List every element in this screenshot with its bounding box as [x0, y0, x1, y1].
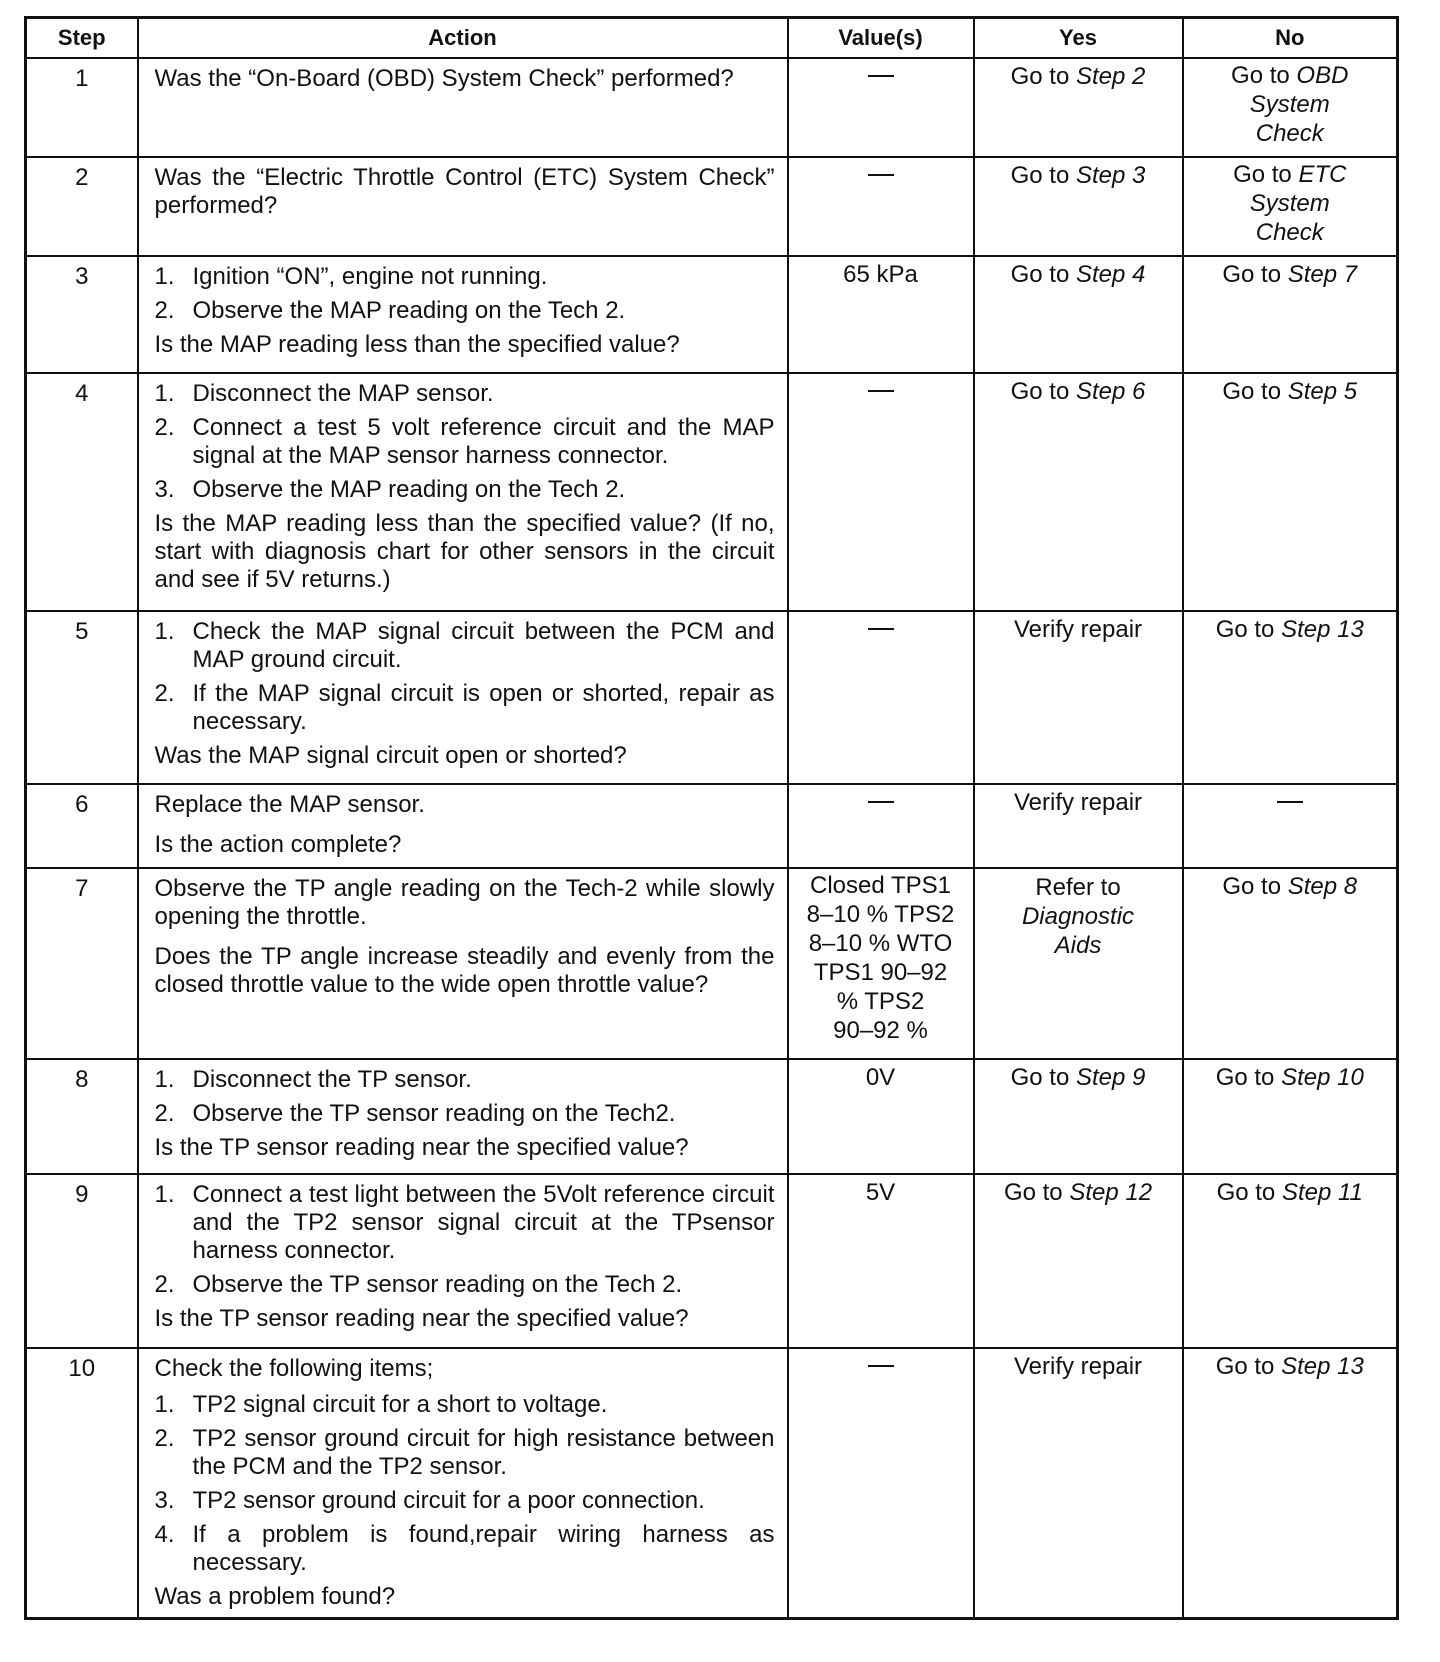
dash-mark [868, 75, 894, 77]
step-number: 1 [26, 58, 138, 157]
action-question: Does the TP angle increase steadily and evenly from the closed throttle value to the wide open throttle value? [154, 943, 775, 998]
step-number: 10 [26, 1348, 138, 1619]
action-item: 1. Connect a test light between the 5Volt reference circuit and the TP2 sensor signal circuit at the TPsensor harness connector. [154, 1181, 775, 1264]
no-cell: Go to Step 13 [1183, 611, 1398, 784]
action-intro: Observe the TP angle reading on the Tech-2 while slowly opening the throttle. [154, 875, 775, 930]
step-number: 5 [26, 611, 138, 784]
table-row-step-3 [26, 256, 1398, 373]
action-item: 2. Observe the MAP reading on the Tech 2. [154, 297, 626, 324]
yes-cell: Go to Step 3 [974, 157, 1183, 256]
action-item: 1. Check the MAP signal circuit between the PCM and MAP ground circuit. [154, 618, 775, 673]
header-row [26, 18, 1398, 59]
yes-step-link: Step 4 [1075, 261, 1146, 288]
action-question: Is the TP sensor reading near the specified value? [154, 1305, 689, 1332]
action-cell [138, 784, 788, 868]
action-item: 2. Observe the TP sensor reading on the Tech 2. [154, 1271, 683, 1298]
step-number: 2 [26, 157, 138, 256]
header-no: No [1183, 18, 1398, 59]
yes-step-link: Step 9 [1075, 1064, 1146, 1091]
dash-mark [868, 801, 894, 803]
table-row-step-6 [26, 784, 1398, 868]
action-question: Was the “Electric Throttle Control (ETC) System Check” performed? [154, 164, 775, 219]
action-item: 1. Disconnect the MAP sensor. [154, 380, 494, 407]
no-cell: Go to Step 10 [1183, 1059, 1398, 1174]
table-row-step-10 [26, 1348, 1398, 1619]
yes-cell: Verify repair [974, 1348, 1183, 1619]
action-question: Is the action complete? [154, 831, 402, 858]
table-row-step-9 [26, 1174, 1398, 1348]
no-cell: Go to OBD System Check [1183, 58, 1398, 157]
yes-cell: Refer to Diagnostic Aids [974, 868, 1183, 1059]
table-row-step-8 [26, 1059, 1398, 1174]
no-step-link: Step 7 [1287, 261, 1358, 288]
header-values: Value(s) [788, 18, 974, 59]
action-question: Was a problem found? [154, 1583, 396, 1610]
action-cell [138, 157, 788, 256]
value-cell [788, 373, 974, 611]
value-cell [788, 784, 974, 868]
action-question: Was the MAP signal circuit open or shorted? [154, 742, 627, 769]
table-row-step-2 [26, 157, 1398, 256]
yes-cell: Verify repair [974, 784, 1183, 868]
step-number: 7 [26, 868, 138, 1059]
value-cell [788, 1348, 974, 1619]
dash-mark [868, 174, 894, 176]
action-item: 1. Ignition “ON”, engine not running. [154, 263, 548, 290]
yes-step-link: Step 2 [1075, 63, 1146, 90]
diagnostic-table [24, 16, 1399, 1620]
value-cell [788, 58, 974, 157]
no-cell: Go to Step 11 [1183, 1174, 1398, 1348]
action-item: 4. If a problem is found,repair wiring harness as necessary. [154, 1521, 775, 1576]
step-number: 9 [26, 1174, 138, 1348]
value-cell [788, 611, 974, 784]
action-intro: Check the following items; [154, 1355, 434, 1382]
yes-step-link: Step 3 [1075, 162, 1146, 189]
no-step-link: Step 11 [1281, 1179, 1363, 1206]
action-item: 2. TP2 sensor ground circuit for high resistance between the PCM and the TP2 sensor. [154, 1425, 775, 1480]
yes-cell: Go to Step 9 [974, 1059, 1183, 1174]
action-item: 3. Observe the MAP reading on the Tech 2. [154, 476, 626, 503]
value-cell [788, 157, 974, 256]
dash-mark [868, 390, 894, 392]
no-step-link: Step 13 [1281, 1353, 1364, 1380]
table-row-step-4 [26, 373, 1398, 611]
yes-step-link: Step 6 [1075, 378, 1146, 405]
action-item: 2. Connect a test 5 volt reference circuit and the MAP signal at the MAP sensor harness connector. [154, 414, 775, 469]
yes-cell: Go to Step 4 [974, 256, 1183, 373]
action-cell [138, 1348, 788, 1619]
dash-mark [1277, 801, 1303, 803]
action-cell [138, 373, 788, 611]
action-item: 1. Disconnect the TP sensor. [154, 1066, 472, 1093]
no-step-link: Step 5 [1287, 378, 1358, 405]
no-step-link: Step 8 [1287, 873, 1358, 900]
step-number: 4 [26, 373, 138, 611]
dash-mark [868, 1365, 894, 1367]
value-cell: Closed TPS1 8–10 % TPS2 8–10 % WTO TPS1 90–92 % TPS2 90–92 % [788, 868, 974, 1059]
action-cell [138, 611, 788, 784]
value-cell: 5V [788, 1174, 974, 1348]
table-row-step-7 [26, 868, 1398, 1059]
header-action: Action [138, 18, 788, 59]
action-item: 2. If the MAP signal circuit is open or shorted, repair as necessary. [154, 680, 775, 735]
dash-mark [868, 628, 894, 630]
table-row-step-1 [26, 58, 1398, 157]
value-cell: 65 kPa [788, 256, 974, 373]
header-yes: Yes [974, 18, 1183, 59]
step-number: 8 [26, 1059, 138, 1174]
no-cell: Go to Step 5 [1183, 373, 1398, 611]
yes-cell: Go to Step 12 [974, 1174, 1183, 1348]
yes-cell: Go to Step 2 [974, 58, 1183, 157]
no-cell [1183, 784, 1398, 868]
action-question: Is the MAP reading less than the specified value? [154, 331, 680, 358]
yes-cell: Verify repair [974, 611, 1183, 784]
no-cell: Go to Step 13 [1183, 1348, 1398, 1619]
action-cell [138, 1059, 788, 1174]
action-cell [138, 1174, 788, 1348]
no-cell: Go to Step 7 [1183, 256, 1398, 373]
step-number: 6 [26, 784, 138, 868]
action-question: Is the TP sensor reading near the specified value? [154, 1134, 689, 1161]
value-cell: 0V [788, 1059, 974, 1174]
action-question: Was the “On-Board (OBD) System Check” performed? [154, 65, 734, 92]
yes-cell: Go to Step 6 [974, 373, 1183, 611]
action-cell [138, 256, 788, 373]
action-question: Is the MAP reading less than the specified value? (If no, start with diagnosis chart for other sensors in the circuit and see if 5V returns.) [154, 510, 775, 593]
action-item: 2. Observe the TP sensor reading on the Tech2. [154, 1100, 676, 1127]
action-item: 1. TP2 signal circuit for a short to voltage. [154, 1391, 608, 1418]
action-cell [138, 58, 788, 157]
action-item: 3. TP2 sensor ground circuit for a poor connection. [154, 1487, 705, 1514]
step-number: 3 [26, 256, 138, 373]
action-cell [138, 868, 788, 1059]
yes-step-link: Step 12 [1069, 1179, 1153, 1206]
no-cell: Go to ETC System Check [1183, 157, 1398, 256]
table-row-step-5 [26, 611, 1398, 784]
no-cell: Go to Step 8 [1183, 868, 1398, 1059]
header-step: Step [26, 18, 138, 59]
no-step-link: Step 13 [1281, 616, 1364, 643]
no-step-link: Step 10 [1281, 1064, 1364, 1091]
action-intro: Replace the MAP sensor. [154, 791, 425, 818]
